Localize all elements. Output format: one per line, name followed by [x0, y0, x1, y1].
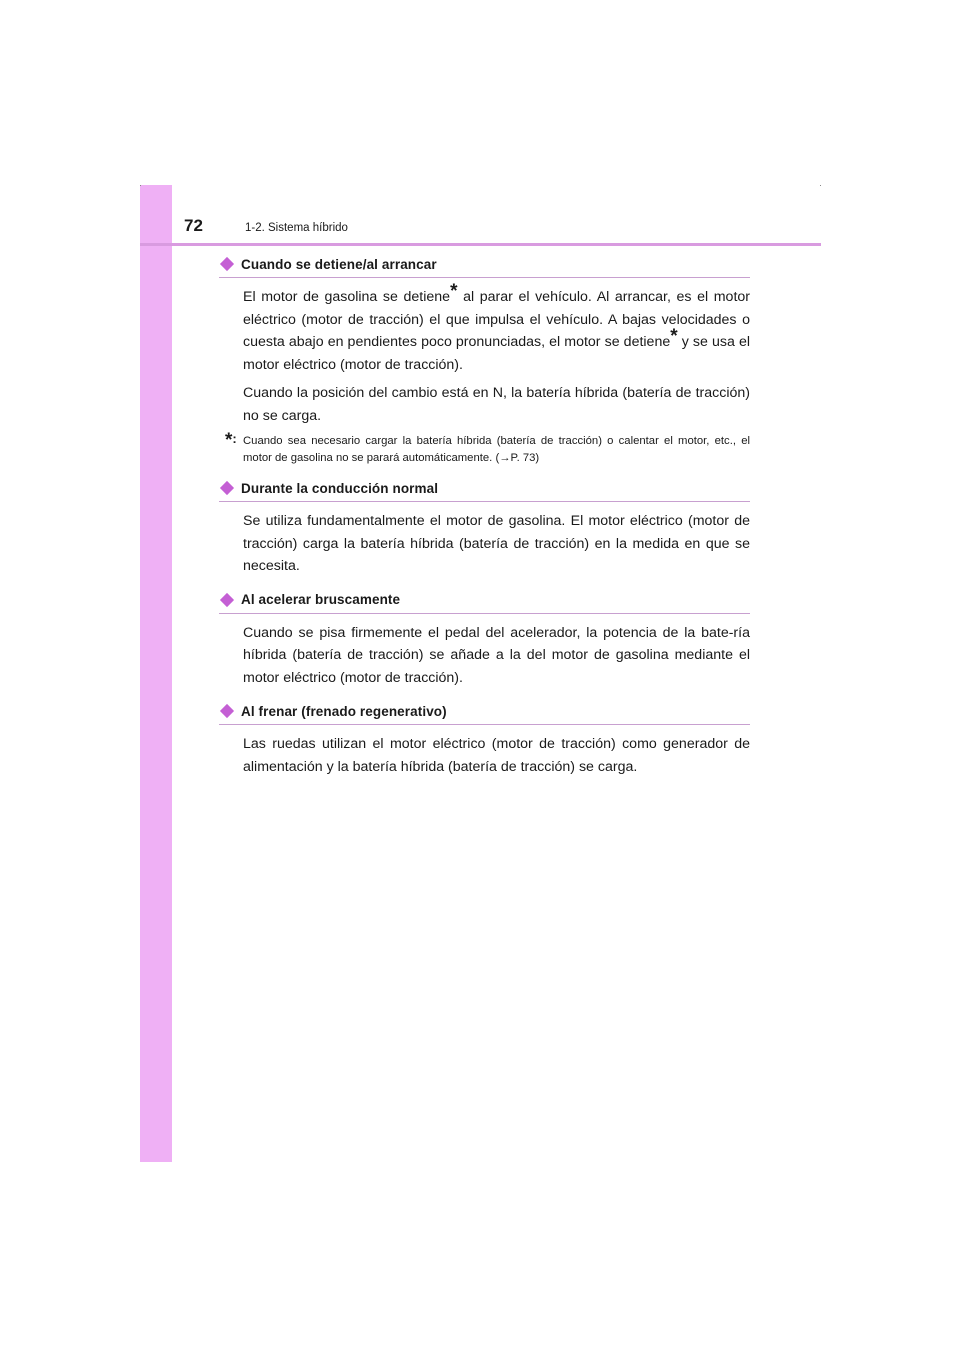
- crop-mark: [140, 185, 141, 186]
- paragraph: [243, 281, 751, 376]
- diamond-bullet-icon: [220, 481, 234, 495]
- paragraph: Cuando se pisa firmemente el pedal del acelerador, la potencia de la bate-ría híbrida (batería de tracción) se añade a la del motor de gasolina mediante el motor eléctrico (motor de tracción).: [243, 624, 750, 686]
- paragraph: Cuando la posición del cambio está en N, la batería híbrida (batería de tracción) no se carga.: [243, 385, 750, 424]
- page-content: [219, 254, 750, 778]
- footnote-reference: *: [450, 281, 458, 302]
- page-number: 72: [184, 216, 203, 235]
- chapter-title: 1-2. Sistema híbrido: [245, 222, 348, 234]
- arrow-right-icon: →: [499, 451, 511, 464]
- section-hard-acceleration: [219, 590, 750, 690]
- section-heading: [219, 701, 750, 725]
- paragraph-text: al parar el vehículo. Al arrancar, es el motor eléctrico (motor de tracción) el que impulsa el vehículo. A bajas velocidades o cuesta abajo en pendientes poco pronunciadas, el motor se detiene: [243, 289, 751, 350]
- footnote: [225, 430, 750, 466]
- chapter-side-tab: [140, 185, 172, 1162]
- footnote-marker: [225, 431, 237, 450]
- crop-mark: [820, 185, 821, 186]
- section-heading-text: Cuando se detiene/al arrancar: [241, 256, 437, 272]
- paragraph-text: y se usa el motor eléctrico (motor de tracción).: [243, 334, 750, 373]
- section-braking: [219, 701, 750, 778]
- paragraph: Las ruedas utilizan el motor eléctrico (motor de tracción) como generador de alimentación y la batería híbrida (batería de tracción) se carga.: [243, 736, 750, 775]
- diamond-bullet-icon: [220, 592, 234, 606]
- section-heading: [219, 590, 750, 614]
- page-reference-link[interactable]: P. 73): [510, 451, 540, 464]
- section-heading: [219, 254, 750, 278]
- section-normal-driving: [219, 478, 750, 578]
- header-divider: [140, 243, 821, 246]
- footnote-text: Cuando sea necesario cargar la batería híbrida (batería de tracción) o calentar el motor, etc., el motor de gasolina no se parará automáticamente. (: [243, 435, 750, 464]
- section-stop-start: [219, 254, 750, 466]
- diamond-bullet-icon: [220, 704, 234, 718]
- footnote-reference: *: [670, 326, 678, 347]
- paragraph: Se utiliza fundamentalmente el motor de gasolina. El motor eléctrico (motor de tracción) carga la batería híbrida (batería de tracción) en la medida en que se necesita.: [243, 513, 750, 574]
- section-heading-text: Durante la conducción normal: [241, 480, 439, 496]
- paragraph-text: El motor de gasolina se detiene: [243, 289, 451, 305]
- footnote-colon: :: [232, 431, 237, 446]
- diamond-bullet-icon: [220, 257, 234, 271]
- section-heading-text: Al frenar (frenado regenerativo): [241, 703, 447, 719]
- footnote-star: *: [225, 430, 233, 451]
- section-heading: [219, 478, 750, 502]
- section-heading-text: Al acelerar bruscamente: [241, 592, 401, 607]
